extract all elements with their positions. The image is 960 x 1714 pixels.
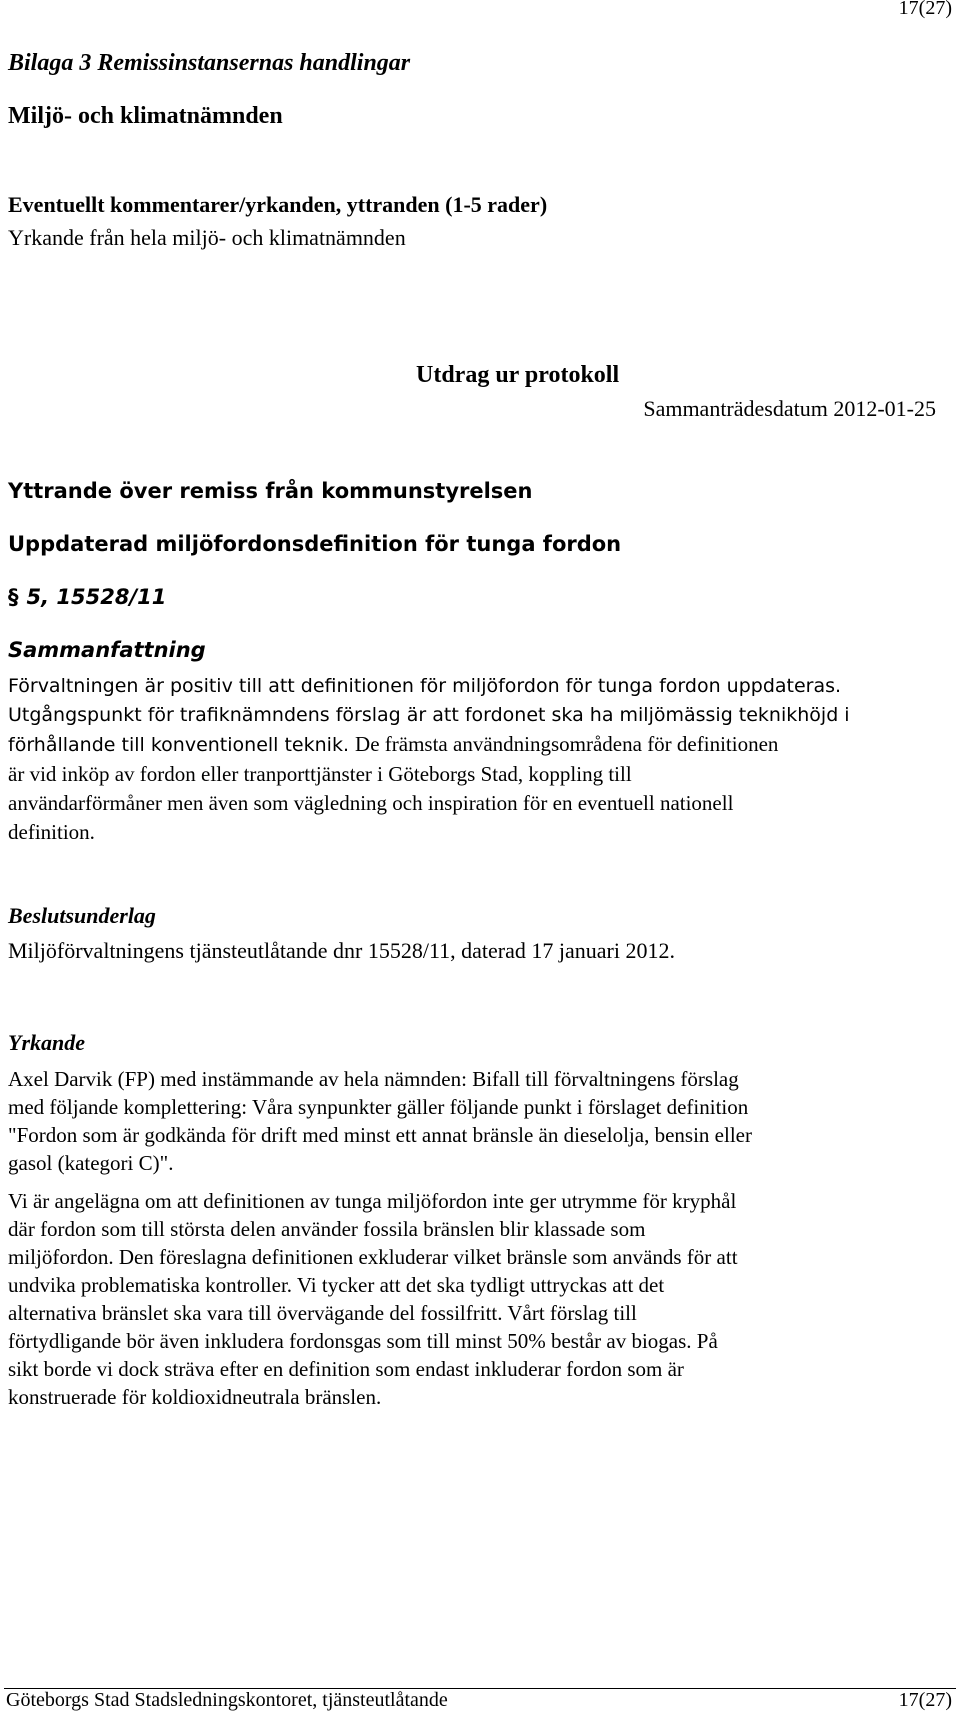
yrkande-line: konstruerade för koldioxidneutrala bränslen.: [8, 1385, 382, 1409]
case-title-1: Yttrande över remiss från kommunstyrelsen: [8, 479, 533, 503]
bilaga-heading: Bilaga 3 Remissinstansernas handlingar: [8, 50, 411, 76]
yrkande-line: undvika problematiska kontroller. Vi tycker att det ska tydligt uttryckas att det: [8, 1273, 665, 1297]
sammanfattning-line: Utgångspunkt för trafiknämndens förslag är att fordonet ska ha miljömässig teknikhöjd i: [8, 704, 850, 726]
protocol-title: Utdrag ur protokoll: [416, 362, 620, 388]
yrkande-line: där fordon som till största delen använder fossila bränslen blir klassade som: [8, 1217, 646, 1241]
yrkande-para-1: [8, 1065, 954, 1177]
yrkande-line: Vi är angelägna om att definitionen av tunga miljöfordon inte ger utrymme för kryphål: [8, 1189, 737, 1213]
paragraph-sign: §: [8, 585, 19, 609]
yrkande-line: "Fordon som är godkända för drift med minst ett annat bränsle än dieselolja, bensin eller: [8, 1123, 752, 1147]
footer-left: Göteborgs Stad Stadsledningskontoret, tjänsteutlåtande: [6, 1689, 448, 1711]
sammanfattning-line: förhållande till konventionell teknik.: [8, 734, 349, 756]
sammanfattning-line: användarförmåner men även som vägledning och inspiration för en eventuell nationell: [8, 791, 734, 815]
yrkande-line: förtydligande bör även inkludera fordonsgas som till minst 50% består av biogas. På: [8, 1329, 718, 1353]
yrkande-para-2: [8, 1187, 954, 1411]
namnd-heading: Miljö- och klimatnämnden: [8, 103, 283, 129]
sammanfattning-line: definition.: [8, 820, 95, 844]
yrkande-line: Axel Darvik (FP) med instämmande av hela nämnden: Bifall till förvaltningens förslag: [8, 1067, 739, 1091]
yrkande-line: med följande komplettering: Våra synpunkter gäller följande punkt i förslaget definition: [8, 1095, 749, 1119]
beslutsunderlag-text: Miljöförvaltningens tjänsteutlåtande dnr 15528/11, daterad 17 januari 2012.: [8, 938, 675, 963]
case-title-2: Uppdaterad miljöfordonsdefinition för tunga fordon: [8, 532, 622, 556]
yrkande-line: gasol (kategori C)".: [8, 1151, 174, 1175]
kommentar-text: Yrkande från hela miljö- och klimatnämnden: [8, 225, 406, 250]
kommentar-heading: Eventuellt kommentarer/yrkanden, yttranden (1-5 rader): [8, 192, 548, 217]
yrkande-line: miljöfordon. Den föreslagna definitionen exkluderar vilket bränsle som används för att: [8, 1245, 738, 1269]
sammanfattning-line: De främsta användningsområdena för definitionen: [355, 732, 779, 756]
sammanfattning-heading: Sammanfattning: [8, 638, 206, 662]
sammanfattning-line: Förvaltningen är positiv till att definitionen för miljöfordon för tunga fordon uppdateras.: [8, 675, 842, 697]
sammanfattning-body: [8, 672, 954, 847]
protocol-date: Sammanträdesdatum 2012-01-25: [643, 396, 936, 421]
case-number-text: 5, 15528/11: [26, 585, 167, 609]
yrkande-heading: Yrkande: [8, 1030, 85, 1055]
page-number-top: 17(27): [898, 0, 952, 19]
beslutsunderlag-heading: Beslutsunderlag: [8, 903, 156, 928]
footer-page-number: 17(27): [898, 1689, 952, 1711]
yrkande-line: sikt borde vi dock sträva efter en definition som endast inkluderar fordon som är: [8, 1357, 684, 1381]
sammanfattning-line: är vid inköp av fordon eller tranporttjänster i Göteborgs Stad, koppling till: [8, 762, 632, 786]
case-number: [8, 585, 166, 609]
yrkande-line: alternativa bränslet ska vara till övervägande del fossilfritt. Vårt förslag till: [8, 1301, 637, 1325]
